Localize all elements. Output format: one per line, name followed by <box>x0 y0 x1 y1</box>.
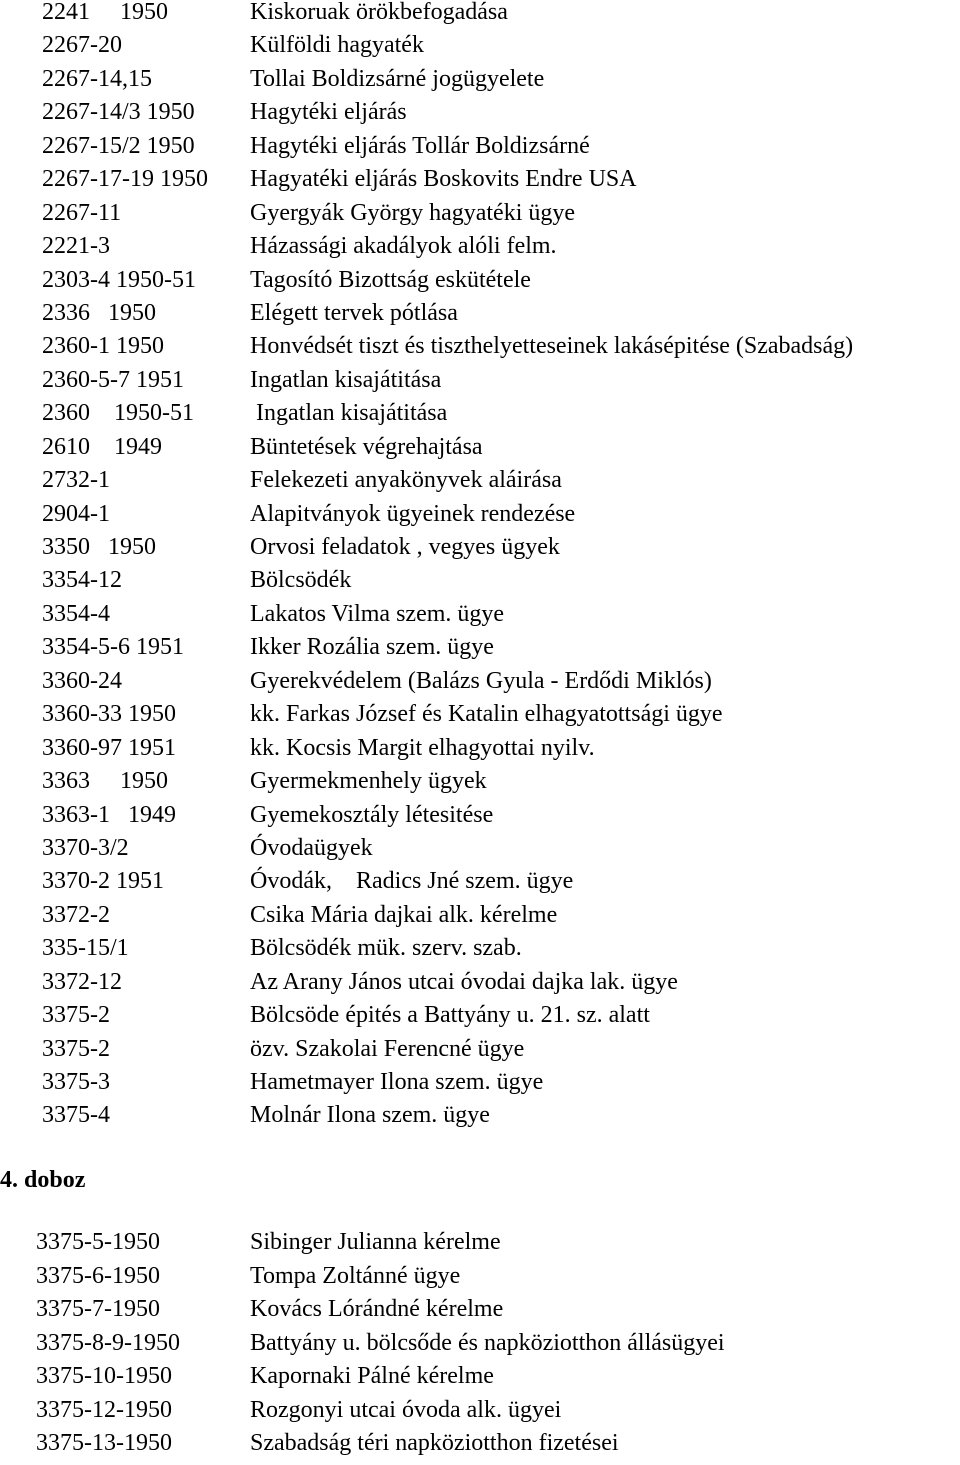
item-code: 3375-4 <box>42 1102 110 1129</box>
item-description: Bölcsöde épités a Battyány u. 21. sz. alatt <box>250 1002 650 1029</box>
item-description: Óvodaügyek <box>250 834 373 861</box>
item-code: 2267-14/3 1950 <box>42 99 195 126</box>
item-description: Sibinger Julianna kérelme <box>250 1229 501 1255</box>
item-code: 3375-6-1950 <box>36 1262 160 1289</box>
item-code: 3363-1 1949 <box>42 801 176 828</box>
item-code: 3370-3/2 <box>42 834 129 861</box>
item-code: 2221-3 <box>42 233 110 260</box>
item-description: Felekezeti anyakönyvek aláirása <box>250 467 562 494</box>
item-code: 2267-11 <box>42 199 122 226</box>
list-item <box>0 568 960 601</box>
item-code: 3375-2 <box>42 1002 110 1029</box>
item-description: Hagytéki eljárás <box>250 99 407 126</box>
item-description: Tagosító Bizottság eskütétele <box>250 266 531 293</box>
list-item <box>0 1103 960 1136</box>
item-description: Gyerekvédelem (Balázs Gyula - Erdődi Miklós) <box>250 667 712 694</box>
list-item <box>0 1003 960 1036</box>
list-item <box>0 234 960 267</box>
item-code: 3375-5-1950 <box>36 1229 160 1255</box>
item-code: 2360 1950-51 <box>42 400 194 427</box>
item-description: Alapitványok ügyeinek rendezése <box>250 500 576 527</box>
item-code: 2610 1949 <box>42 433 162 460</box>
list-item <box>0 936 960 969</box>
item-description: kk. Kocsis Margit elhagyottai nyilv. <box>250 734 595 761</box>
item-description: Szabadság téri napköziotthon fizetései <box>250 1430 619 1456</box>
item-description: Házassági akadályok alóli felm. <box>250 233 557 260</box>
item-code: 2267-14,15 <box>42 65 152 92</box>
item-description: Hagyatéki eljárás Boskovits Endre USA <box>250 166 637 193</box>
item-code: 2904-1 <box>42 500 110 527</box>
item-code: 2336 1950 <box>42 299 156 326</box>
item-code: 2732-1 <box>42 467 110 494</box>
list-item <box>0 0 960 33</box>
list-item <box>0 769 960 802</box>
list-item <box>0 334 960 367</box>
item-code: 3363 1950 <box>42 768 168 795</box>
item-code: 2267-15/2 1950 <box>42 132 195 159</box>
item-description: Kapornaki Pálné kérelme <box>250 1363 494 1389</box>
item-description: Tollai Boldizsárné jogügyelete <box>250 65 545 92</box>
item-description: Az Arany János utcai óvodai dajka lak. ügye <box>250 968 678 995</box>
item-code: 2267-17-19 1950 <box>42 166 208 193</box>
item-description: Hagytéki eljárás Tollár Boldizsárné <box>250 132 590 159</box>
item-description: Csika Mária dajkai alk. kérelme <box>250 901 558 928</box>
item-code: 3375-10-1950 <box>36 1363 172 1389</box>
item-code: 3360-33 1950 <box>42 701 176 728</box>
item-description: Lakatos Vilma szem. ügye <box>250 600 505 627</box>
list-item <box>0 702 960 735</box>
list-item <box>0 1070 960 1103</box>
list-item <box>0 1297 960 1331</box>
item-description: Gyermekmenhely ügyek <box>250 768 487 795</box>
item-code: 3360-97 1951 <box>42 734 176 761</box>
item-description: Elégett tervek pótlása <box>250 299 458 326</box>
item-code: 3375-13-1950 <box>36 1430 172 1456</box>
item-code: 3354-5-6 1951 <box>42 634 184 661</box>
list-item <box>0 100 960 133</box>
item-description: Tompa Zoltánné ügye <box>250 1262 461 1289</box>
item-code: 3375-8-9-1950 <box>36 1329 180 1356</box>
list-item <box>0 33 960 66</box>
item-description: Molnár Ilona szem. ügye <box>250 1102 490 1129</box>
list-item <box>0 803 960 836</box>
box-heading: 4. doboz <box>0 1167 86 1193</box>
list-item <box>0 602 960 635</box>
list-item <box>0 1364 960 1398</box>
item-description: Rozgonyi utcai óvoda alk. ügyei <box>250 1396 562 1423</box>
list-item <box>0 502 960 535</box>
item-code: 2360-5-7 1951 <box>42 366 184 393</box>
item-code: 3375-7-1950 <box>36 1296 160 1322</box>
item-code: 2303-4 1950-51 <box>42 266 196 293</box>
list-item <box>0 167 960 200</box>
item-code: 3360-24 <box>42 667 122 694</box>
item-code: 3375-2 <box>42 1035 110 1062</box>
item-description: Kiskoruak örökbefogadása <box>250 0 508 25</box>
item-description: Honvédsét tiszt és tiszthelyetteseinek lakásépitése (Szabadság) <box>250 333 854 360</box>
list-item <box>0 134 960 167</box>
item-code: 335-15/1 <box>42 935 129 962</box>
list-item <box>0 435 960 468</box>
item-description: Külföldi hagyaték <box>250 32 424 59</box>
list-item <box>0 401 960 434</box>
item-description: özv. Szakolai Ferencné ügye <box>250 1035 525 1062</box>
archive-list-box-4 <box>0 1230 960 1465</box>
item-description: Ikker Rozália szem. ügye <box>250 634 494 661</box>
list-item <box>0 669 960 702</box>
list-item <box>0 368 960 401</box>
item-code: 3372-12 <box>42 968 122 995</box>
item-description: Hametmayer Ilona szem. ügye <box>250 1069 544 1095</box>
item-description: kk. Farkas József és Katalin elhagyatottsági ügye <box>250 701 723 728</box>
item-code: 3350 1950 <box>42 534 156 560</box>
list-item <box>0 635 960 668</box>
item-description: Bölcsödék <box>250 567 352 594</box>
list-item <box>0 268 960 301</box>
list-item <box>0 1331 960 1365</box>
item-code: 3354-4 <box>42 600 110 627</box>
item-description: Büntetések végrehajtása <box>250 433 483 460</box>
item-description: Gyemekosztály létesitése <box>250 801 494 828</box>
list-item <box>0 869 960 902</box>
item-description: Kovács Lórándné kérelme <box>250 1296 504 1322</box>
list-item <box>0 201 960 234</box>
list-item <box>0 535 960 568</box>
item-description: Orvosi feladatok , vegyes ügyek <box>250 534 560 560</box>
item-description: Bölcsödék mük. szerv. szab. <box>250 935 522 962</box>
list-item <box>0 1264 960 1298</box>
item-description: Ingatlan kisajátitása <box>250 366 442 393</box>
list-item <box>0 736 960 769</box>
list-item <box>0 836 960 869</box>
item-description: Ingatlan kisajátitása <box>250 400 448 427</box>
item-code: 3375-3 <box>42 1069 110 1095</box>
list-item <box>0 1398 960 1432</box>
item-description: Gyergyák György hagyatéki ügye <box>250 199 576 226</box>
item-code: 3372-2 <box>42 901 110 928</box>
list-item <box>0 1230 960 1264</box>
item-description: Battyány u. bölcsőde és napköziotthon állásügyei <box>250 1329 725 1356</box>
item-code: 3370-2 1951 <box>42 868 164 895</box>
list-item <box>0 1431 960 1465</box>
item-code: 2360-1 1950 <box>42 333 164 360</box>
item-code: 2241 1950 <box>42 0 168 25</box>
item-code: 3375-12-1950 <box>36 1396 172 1423</box>
list-item <box>0 67 960 100</box>
list-item <box>0 903 960 936</box>
item-code: 2267-20 <box>42 32 122 59</box>
list-item <box>0 970 960 1003</box>
item-description: Óvodák, Radics Jné szem. ügye <box>250 868 574 895</box>
list-item <box>0 301 960 334</box>
list-item <box>0 1037 960 1070</box>
list-item <box>0 468 960 501</box>
item-code: 3354-12 <box>42 567 122 594</box>
